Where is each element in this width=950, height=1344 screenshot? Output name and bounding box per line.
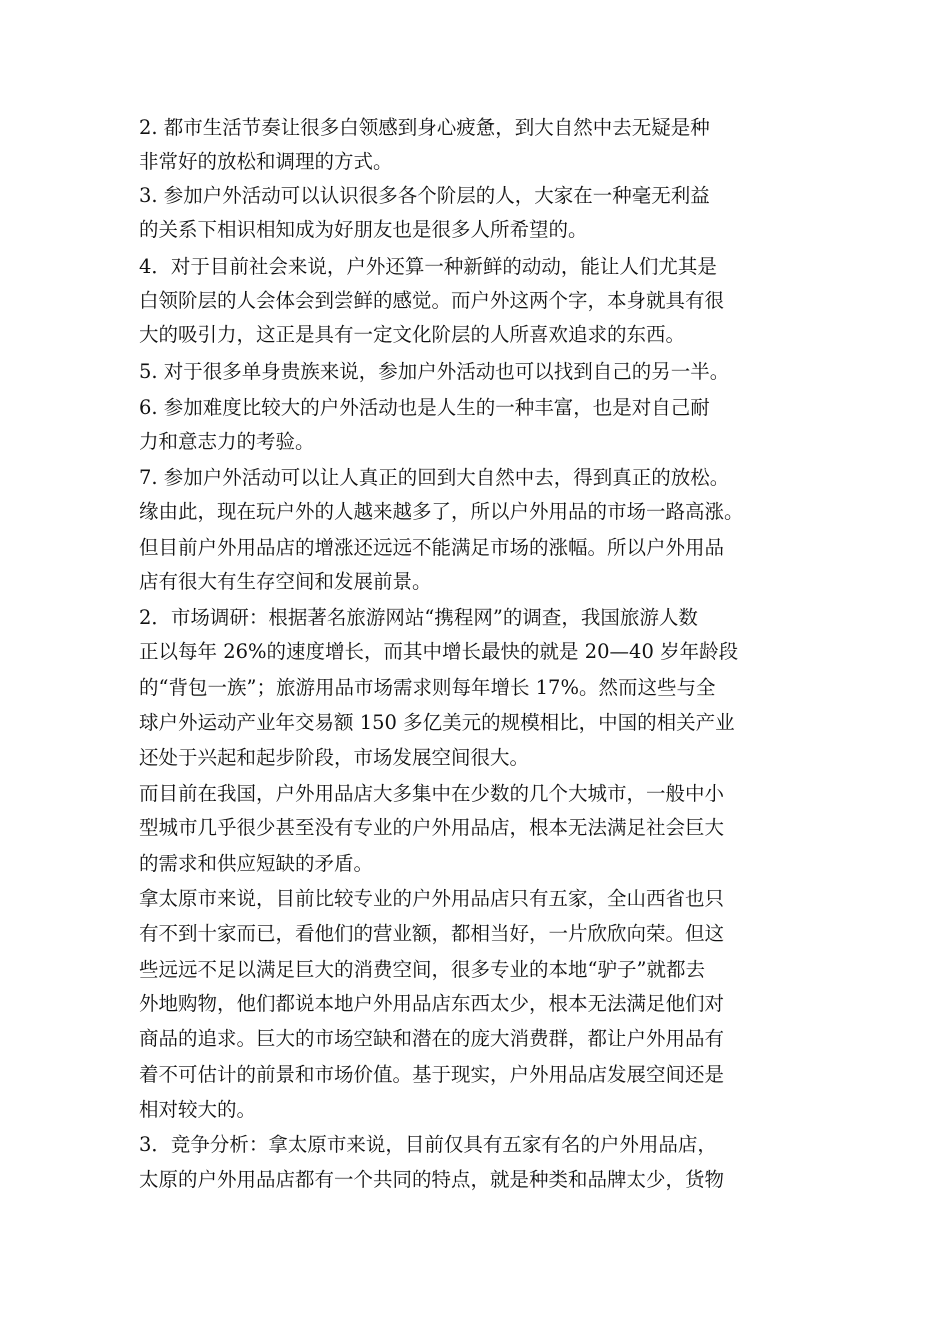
text-line: 4．对于目前社会来说，户外还算一种新鲜的动动，能让人们尤其是 [139,255,717,278]
text-line: 2．市场调研：根据著名旅游网站“携程网”的调查，我国旅游人数 [139,606,698,629]
text-line: 缘由此，现在玩户外的人越来越多了，所以户外用品的市场一路高涨。 [139,500,744,523]
text-line: 型城市几乎很少甚至没有专业的户外用品店，根本无法满足社会巨大 [139,816,725,839]
text-line: 7. 参加户外活动可以让人真正的回到大自然中去，得到真正的放松。 [139,466,730,489]
text-line: 的“背包一族”；旅游用品市场需求则每年增长 17%。然而这些与全 [139,676,716,699]
text-line: 3．竞争分析：拿太原市来说，目前仅具有五家有名的户外用品店， [139,1133,717,1156]
text-line: 太原的户外用品店都有一个共同的特点，就是种类和品牌太少，货物 [139,1168,725,1191]
text-line: 但目前户外用品店的增涨还远远不能满足市场的涨幅。所以户外用品 [139,536,725,559]
text-line: 2. 都市生活节奏让很多白领感到身心疲惫，到大自然中去无疑是种 [139,116,710,139]
text-line: 正以每年 26%的速度增长，而其中增长最快的就是 20—40 岁年龄段 [139,640,739,663]
text-line: 还处于兴起和起步阶段，市场发展空间很大。 [139,746,530,769]
text-line: 有不到十家而已，看他们的营业额，都相当好，一片欣欣向荣。但这 [139,922,725,945]
text-line: 店有很大有生存空间和发展前景。 [139,570,432,593]
text-line: 的关系下相识相知成为好朋友也是很多人所希望的。 [139,218,588,241]
text-line: 商品的追求。巨大的市场空缺和潜在的庞大消费群，都让户外用品有 [139,1027,725,1050]
text-line: 力和意志力的考验。 [139,430,315,453]
text-line: 3. 参加户外活动可以认识很多各个阶层的人，大家在一种毫无利益 [139,184,710,207]
text-line: 非常好的放松和调理的方式。 [139,150,393,173]
text-line: 球户外运动产业年交易额 150 多亿美元的规模相比，中国的相关产业 [139,711,735,734]
text-line: 着不可估计的前景和市场价值。基于现实，户外用品店发展空间还是 [139,1063,725,1086]
text-line: 而目前在我国，户外用品店大多集中在少数的几个大城市，一般中小 [139,782,725,805]
text-line: 相对较大的。 [139,1098,257,1121]
text-line: 6. 参加难度比较大的户外活动也是人生的一种丰富，也是对自己耐 [139,396,710,419]
text-line: 外地购物，他们都说本地户外用品店东西太少，根本无法满足他们对 [139,992,725,1015]
text-line: 拿太原市来说，目前比较专业的户外用品店只有五家，全山西省也只 [139,887,725,910]
text-line: 5. 对于很多单身贵族来说，参加户外活动也可以找到自己的另一半。 [139,360,730,383]
text-line: 些远远不足以满足巨大的消费空间，很多专业的本地“驴子”就都去 [139,958,705,981]
text-line: 的需求和供应短缺的矛盾。 [139,852,374,875]
text-line: 大的吸引力，这正是具有一定文化阶层的人所喜欢追求的东西。 [139,323,686,346]
text-line: 白领阶层的人会体会到尝鲜的感觉。而户外这两个字，本身就具有很 [139,289,725,312]
